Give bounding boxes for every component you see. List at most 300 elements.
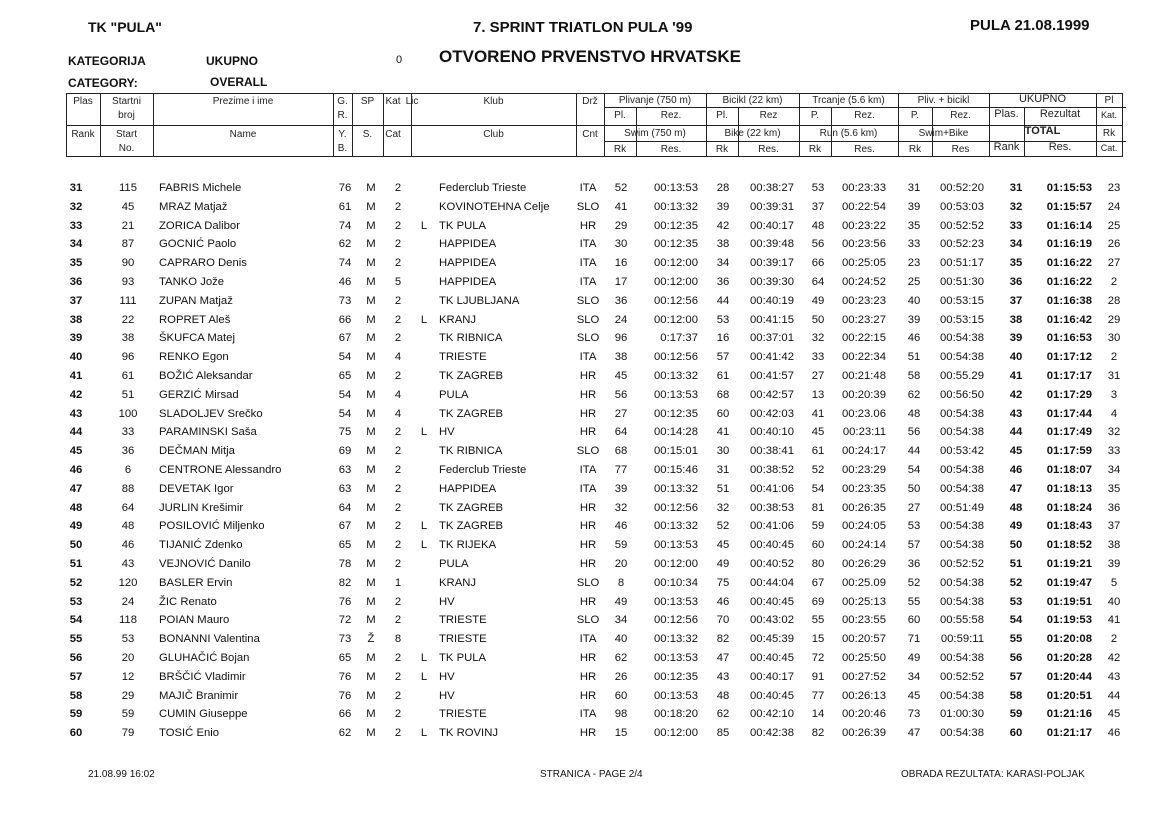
cell-licence: L — [420, 426, 428, 439]
cell-total-time: 01:18:07 — [1046, 463, 1092, 476]
cell-swimbike-time: 00:53:42 — [940, 445, 984, 458]
cell-sex: M — [366, 182, 376, 194]
cell-sex: M — [366, 238, 376, 251]
cell-birth-year: 63 — [338, 482, 352, 495]
cell-start-number: 64 — [121, 501, 135, 514]
cell-run-rank: 81 — [811, 501, 825, 514]
cell-bike-time: 00:40:10 — [750, 426, 794, 439]
cell-birth-year: 54 — [338, 351, 352, 364]
cell-category: 4 — [394, 388, 402, 401]
cell-club: HAPPIDEA — [439, 257, 497, 270]
cell-swimbike-time: 00:54:38 — [940, 651, 984, 664]
cell-total-time: 01:16:53 — [1046, 332, 1092, 345]
cell-category: 2 — [394, 689, 402, 702]
cell-run-rank: 45 — [811, 426, 825, 439]
cell-bike-time: 00:39:31 — [750, 200, 794, 213]
cell-bike-time: 00:38:41 — [750, 445, 794, 458]
cell-total-time: 01:19:47 — [1046, 576, 1092, 589]
cell-start-number: 43 — [121, 557, 135, 570]
table-row — [0, 500, 1170, 519]
cell-swimbike-time: 00:53:03 — [940, 200, 984, 213]
cell-category-rank: 40 — [1107, 595, 1121, 608]
cell-athlete-name: GOCNIĆ Paolo — [159, 238, 237, 251]
cell-run-time: 00:27:52 — [842, 670, 886, 683]
col-pliv-bicikl: Pliv. + bicikl — [917, 95, 970, 106]
cell-bike-rank: 34 — [716, 257, 730, 270]
cell-run-rank: 60 — [811, 539, 825, 552]
cell-bike-time: 00:40:45 — [750, 539, 794, 552]
cell-licence: L — [420, 219, 428, 232]
cell-bike-rank: 46 — [716, 595, 730, 608]
cell-country: SLO — [576, 200, 600, 213]
cell-start-number: 12 — [121, 670, 135, 683]
cell-total-rank: 35 — [1009, 257, 1023, 270]
table-row — [0, 537, 1170, 556]
cell-category: 2 — [394, 614, 402, 627]
table-row — [0, 199, 1170, 218]
table-row — [0, 330, 1170, 349]
cell-place: 38 — [69, 313, 83, 326]
cell-place: 39 — [69, 332, 83, 345]
cell-athlete-name: CUMIN Giuseppe — [159, 708, 248, 721]
cell-country: ITA — [579, 463, 597, 476]
cell-run-rank: 50 — [811, 313, 825, 326]
cell-place: 34 — [69, 238, 83, 251]
table-row — [0, 669, 1170, 688]
cell-start-number: 24 — [121, 595, 135, 608]
cell-swim-time: 00:13:32 — [654, 369, 698, 382]
club-name: TK "PULA" — [88, 19, 162, 35]
cell-total-time: 01:20:08 — [1046, 633, 1092, 646]
cell-swim-rank: 32 — [614, 501, 628, 514]
cell-swim-time: 00:18:20 — [654, 708, 698, 721]
cell-total-rank: 37 — [1009, 294, 1023, 307]
cell-licence: L — [420, 727, 428, 740]
category-value: OVERALL — [210, 75, 268, 89]
cell-swimbike-rank: 25 — [907, 275, 921, 288]
cell-club: TK ZAGREB — [439, 501, 504, 514]
cell-start-number: 96 — [121, 351, 135, 364]
cell-total-time: 01:16:22 — [1046, 257, 1092, 270]
cell-club: TK ZAGREB — [439, 520, 504, 533]
cell-birth-year: 65 — [338, 369, 352, 382]
cell-bike-rank: 36 — [716, 275, 730, 288]
cell-country: ITA — [579, 275, 597, 288]
col-tot-rezultat: Rezultat — [1039, 108, 1081, 120]
cell-swim-time: 00:12:35 — [654, 670, 698, 683]
cell-total-rank: 32 — [1009, 200, 1023, 213]
cell-athlete-name: PARAMINSKI Saša — [159, 426, 257, 439]
col-startni: Startni — [112, 96, 141, 107]
cell-start-number: 46 — [121, 539, 135, 552]
cell-start-number: 87 — [121, 238, 135, 251]
cell-swim-time: 00:12:00 — [654, 275, 698, 288]
cell-birth-year: 54 — [338, 388, 352, 401]
cell-category-rank: 5 — [1110, 576, 1118, 589]
cell-total-time: 01:17:49 — [1046, 426, 1092, 439]
cell-start-number: 48 — [121, 520, 135, 533]
col-start: Start — [115, 129, 138, 140]
cell-licence: L — [420, 539, 428, 552]
table-row — [0, 236, 1170, 255]
print-timestamp: 21.08.99 16:02 — [88, 769, 155, 780]
cell-category: 4 — [394, 351, 402, 364]
col-bike-rez: Rez — [759, 110, 778, 121]
cell-category-rank: 2 — [1110, 275, 1118, 288]
cell-birth-year: 62 — [338, 238, 352, 251]
cell-licence: L — [420, 313, 428, 326]
cell-swim-time: 00:12:56 — [654, 614, 698, 627]
cell-birth-year: 54 — [338, 407, 352, 420]
cell-swim-time: 00:15:46 — [654, 463, 698, 476]
col-swim-res: Res. — [660, 144, 682, 155]
cell-total-time: 01:21:16 — [1046, 708, 1092, 721]
cell-place: 31 — [69, 182, 83, 194]
cell-country: SLO — [576, 614, 600, 627]
cell-run-rank: 13 — [811, 388, 825, 401]
cell-category: 2 — [394, 219, 402, 232]
cell-place: 58 — [69, 689, 83, 702]
cell-country: HR — [579, 219, 597, 232]
cell-start-number: 93 — [121, 275, 135, 288]
cell-total-rank: 39 — [1009, 332, 1023, 345]
cell-sex: M — [366, 520, 376, 533]
cell-run-time: 00:20:39 — [842, 388, 886, 401]
cell-athlete-name: ROPRET Aleš — [159, 313, 231, 326]
cell-swimbike-rank: 36 — [907, 557, 921, 570]
cell-club: TK ZAGREB — [439, 369, 504, 382]
cell-athlete-name: POSILOVIĆ Miljenko — [159, 520, 265, 533]
results-table — [0, 180, 1170, 744]
cell-start-number: 51 — [121, 388, 135, 401]
cell-category-rank: 28 — [1107, 294, 1121, 307]
col-g: G. — [337, 96, 348, 107]
table-row — [0, 575, 1170, 594]
cell-run-rank: 14 — [811, 708, 825, 721]
cell-swimbike-time: 00:54:38 — [940, 463, 984, 476]
cell-bike-time: 00:39:48 — [750, 238, 794, 251]
cell-category: 5 — [394, 275, 402, 288]
cell-birth-year: 76 — [338, 182, 352, 194]
cell-total-time: 01:18:24 — [1046, 501, 1092, 514]
cell-birth-year: 46 — [338, 275, 352, 288]
cell-athlete-name: ŠKUFCA Matej — [159, 332, 235, 345]
cell-sex: M — [366, 557, 376, 570]
cell-place: 37 — [69, 294, 83, 307]
cell-place: 52 — [69, 576, 83, 589]
cell-start-number: 21 — [121, 219, 135, 232]
cell-club: HV — [439, 426, 455, 439]
cell-birth-year: 74 — [338, 219, 352, 232]
cell-bike-time: 00:37:01 — [750, 332, 794, 345]
cell-swim-time: 00:12:00 — [654, 313, 698, 326]
cell-category: 2 — [394, 369, 402, 382]
cell-bike-time: 00:40:17 — [750, 670, 794, 683]
cell-total-rank: 60 — [1009, 727, 1023, 740]
cell-country: HR — [579, 407, 597, 420]
col-b: B. — [337, 143, 348, 154]
cell-club: TK RIBNICA — [439, 332, 503, 345]
cell-club: KRANJ — [439, 576, 477, 589]
cell-total-time: 01:17:44 — [1046, 407, 1092, 420]
cell-country: ITA — [579, 351, 597, 364]
cell-club: Federclub Trieste — [439, 463, 527, 476]
cell-country: ITA — [579, 257, 597, 270]
cell-bike-rank: 41 — [716, 426, 730, 439]
cell-bike-time: 00:40:52 — [750, 557, 794, 570]
cell-bike-time: 00:40:45 — [750, 595, 794, 608]
cell-total-rank: 59 — [1009, 708, 1023, 721]
table-row — [0, 274, 1170, 293]
col-plas: Plas — [73, 96, 93, 107]
cell-category: 2 — [394, 294, 402, 307]
cell-birth-year: 69 — [338, 445, 352, 458]
cell-athlete-name: DEVETAK Igor — [159, 482, 234, 495]
cell-place: 51 — [69, 557, 83, 570]
cell-total-time: 01:16:19 — [1046, 238, 1092, 251]
cell-swimbike-time: 00:55:58 — [940, 614, 984, 627]
cell-place: 46 — [69, 463, 83, 476]
cell-place: 43 — [69, 407, 83, 420]
cell-bike-rank: 51 — [716, 482, 730, 495]
cell-swimbike-rank: 58 — [907, 369, 921, 382]
cell-place: 44 — [69, 426, 83, 439]
cell-category-rank: 24 — [1107, 200, 1121, 213]
cell-athlete-name: GERZIĆ Mirsad — [159, 388, 239, 401]
cell-bike-rank: 75 — [716, 576, 730, 589]
cell-licence: L — [420, 670, 428, 683]
cell-swim-rank: 36 — [614, 294, 628, 307]
cell-sex: M — [366, 689, 376, 702]
cell-swimbike-time: 00:54:38 — [940, 426, 984, 439]
cell-total-time: 01:15:57 — [1046, 200, 1092, 213]
cell-bike-time: 00:38:52 — [750, 463, 794, 476]
cell-club: PULA — [439, 388, 469, 401]
cell-run-time: 00:22:54 — [842, 200, 886, 213]
cell-run-rank: 67 — [811, 576, 825, 589]
cell-run-rank: 54 — [811, 482, 825, 495]
cell-club: TK RIBNICA — [439, 445, 503, 458]
cell-swim-rank: 30 — [614, 238, 628, 251]
cell-category-rank: 2 — [1110, 351, 1118, 364]
cell-sex: M — [366, 200, 376, 213]
cell-athlete-name: ZORICA Dalibor — [159, 219, 240, 232]
cell-start-number: 45 — [121, 200, 135, 213]
cell-swimbike-time: 00:52:52 — [940, 557, 984, 570]
cell-bike-rank: 31 — [716, 463, 730, 476]
col-cat2: Cat. — [1100, 143, 1118, 153]
cell-athlete-name: BOŽIĆ Aleksandar — [159, 369, 253, 382]
cell-swimbike-rank: 54 — [907, 463, 921, 476]
cell-bike-rank: 62 — [716, 708, 730, 721]
cell-run-rank: 37 — [811, 200, 825, 213]
cell-swimbike-time: 00:54:38 — [940, 595, 984, 608]
cell-run-rank: 55 — [811, 614, 825, 627]
cell-birth-year: 65 — [338, 539, 352, 552]
cell-bike-rank: 30 — [716, 445, 730, 458]
cell-birth-year: 76 — [338, 689, 352, 702]
cell-club: TK RIJEKA — [439, 539, 497, 552]
cell-sex: M — [366, 369, 376, 382]
cell-swim-rank: 62 — [614, 651, 628, 664]
cell-birth-year: 63 — [338, 463, 352, 476]
cell-swimbike-time: 00:53:15 — [940, 313, 984, 326]
cell-country: HR — [579, 689, 597, 702]
cell-sex: M — [366, 595, 376, 608]
cell-country: ITA — [579, 182, 597, 194]
col-drz: Drž — [582, 96, 598, 107]
cell-sex: M — [366, 576, 376, 589]
cell-birth-year: 66 — [338, 708, 352, 721]
cell-swim-time: 00:12:35 — [654, 238, 698, 251]
table-row — [0, 650, 1170, 669]
cell-swim-time: 00:13:53 — [654, 595, 698, 608]
cell-country: HR — [579, 727, 597, 740]
cell-swim-time: 00:13:32 — [654, 482, 698, 495]
cell-bike-rank: 45 — [716, 539, 730, 552]
cell-category-rank: 34 — [1107, 463, 1121, 476]
cell-total-rank: 34 — [1009, 238, 1023, 251]
cell-total-rank: 47 — [1009, 482, 1023, 495]
cell-swim-time: 00:12:56 — [654, 501, 698, 514]
cell-place: 41 — [69, 369, 83, 382]
cell-run-time: 00:25:13 — [842, 595, 886, 608]
cell-swimbike-time: 00:54:38 — [940, 576, 984, 589]
col-tot-plas: Plas. — [994, 108, 1019, 120]
cell-place: 55 — [69, 633, 83, 646]
cell-run-time: 00:21:48 — [842, 369, 886, 382]
cell-category-rank: 25 — [1107, 219, 1121, 232]
cell-country: HR — [579, 426, 597, 439]
cell-country: SLO — [576, 445, 600, 458]
cell-category-rank: 43 — [1107, 670, 1121, 683]
cell-place: 45 — [69, 445, 83, 458]
cell-bike-rank: 70 — [716, 614, 730, 627]
cell-run-rank: 72 — [811, 651, 825, 664]
cell-category: 2 — [394, 670, 402, 683]
cell-category-rank: 36 — [1107, 501, 1121, 514]
cell-swim-time: 00:13:53 — [654, 539, 698, 552]
cell-bike-rank: 16 — [716, 332, 730, 345]
cell-swimbike-time: 00:52:52 — [940, 219, 984, 232]
cell-swimbike-time: 00:54:38 — [940, 539, 984, 552]
cell-category: 2 — [394, 463, 402, 476]
cell-country: HR — [579, 557, 597, 570]
cell-swimbike-rank: 50 — [907, 482, 921, 495]
cell-start-number: 61 — [121, 369, 135, 382]
table-row — [0, 443, 1170, 462]
cell-bike-time: 00:40:19 — [750, 294, 794, 307]
cell-category: 2 — [394, 238, 402, 251]
cell-bike-time: 00:44:04 — [750, 576, 794, 589]
cell-sex: M — [366, 275, 376, 288]
cell-swim-rank: 96 — [614, 332, 628, 345]
cell-club: HV — [439, 595, 455, 608]
cell-club: TRIESTE — [439, 351, 487, 364]
cell-run-time: 00:23:56 — [842, 238, 886, 251]
cell-sex: M — [366, 463, 376, 476]
cell-start-number: 20 — [121, 651, 135, 664]
cell-run-rank: 32 — [811, 332, 825, 345]
cell-bike-rank: 43 — [716, 670, 730, 683]
cell-start-number: 59 — [121, 708, 135, 721]
cell-swimbike-time: 00:54:38 — [940, 482, 984, 495]
cell-place: 57 — [69, 670, 83, 683]
cell-bike-rank: 47 — [716, 651, 730, 664]
cell-run-rank: 48 — [811, 219, 825, 232]
cell-run-rank: 33 — [811, 351, 825, 364]
cell-swim-time: 00:12:00 — [654, 257, 698, 270]
cell-club: TRIESTE — [439, 633, 487, 646]
col-sb-rk: Rk — [908, 144, 922, 155]
cell-total-time: 01:20:28 — [1046, 651, 1092, 664]
cell-place: 32 — [69, 200, 83, 213]
cell-swimbike-rank: 31 — [907, 182, 921, 194]
cell-swimbike-time: 00:53:15 — [940, 294, 984, 307]
cell-run-time: 00:23:55 — [842, 614, 886, 627]
cell-category-rank: 42 — [1107, 651, 1121, 664]
cell-category: 2 — [394, 313, 402, 326]
cell-start-number: 118 — [118, 614, 137, 627]
cell-bike-time: 00:42:10 — [750, 708, 794, 721]
cell-swimbike-rank: 45 — [907, 689, 921, 702]
cell-start-number: 22 — [121, 313, 135, 326]
cell-athlete-name: ŽIC Renato — [159, 595, 217, 608]
col-bike-rk: Rk — [715, 144, 729, 155]
cell-country: SLO — [576, 294, 600, 307]
cell-birth-year: 76 — [338, 670, 352, 683]
table-row — [0, 368, 1170, 387]
cell-category: 4 — [394, 407, 402, 420]
cell-athlete-name: MRAZ Matjaž — [159, 200, 228, 213]
table-row — [0, 406, 1170, 425]
page-number: STRANICA - PAGE 2/4 — [540, 769, 643, 780]
cell-run-rank: 66 — [811, 257, 825, 270]
cell-bike-rank: 38 — [716, 238, 730, 251]
cell-bike-time: 00:40:45 — [750, 689, 794, 702]
col-sb-rez: Rez. — [950, 110, 971, 121]
col-kat: Kat — [385, 96, 401, 107]
col-cat: Cat — [385, 129, 401, 140]
cell-swimbike-rank: 35 — [907, 219, 921, 232]
cell-birth-year: 65 — [338, 651, 352, 664]
cell-country: HR — [579, 539, 597, 552]
cell-swim-rank: 27 — [614, 407, 628, 420]
cell-sex: M — [366, 445, 376, 458]
cell-bike-time: 00:39:17 — [750, 257, 794, 270]
cell-run-time: 00:26:35 — [842, 501, 886, 514]
col-swim-bike: Swim+Bike — [918, 128, 969, 139]
cell-total-time: 01:17:12 — [1046, 351, 1092, 364]
cell-run-time: 00:25:50 — [842, 651, 886, 664]
cell-run-time: 00:23:35 — [842, 482, 886, 495]
cell-run-time: 00:20:57 — [842, 633, 886, 646]
cell-athlete-name: POIAN Mauro — [159, 614, 230, 627]
cell-club: KRANJ — [439, 313, 477, 326]
cell-category: 2 — [394, 445, 402, 458]
cell-club: HAPPIDEA — [439, 482, 497, 495]
cell-bike-time: 00:38:53 — [750, 501, 794, 514]
cell-swimbike-rank: 49 — [907, 651, 921, 664]
cell-licence: L — [420, 520, 428, 533]
cell-category: 2 — [394, 727, 402, 740]
cell-club: Federclub Trieste — [439, 182, 527, 194]
cell-birth-year: 73 — [338, 633, 352, 646]
cell-category-rank: 4 — [1110, 407, 1118, 420]
cell-place: 35 — [69, 257, 83, 270]
cell-swimbike-time: 00:51:17 — [940, 257, 984, 270]
cell-place: 42 — [69, 388, 83, 401]
